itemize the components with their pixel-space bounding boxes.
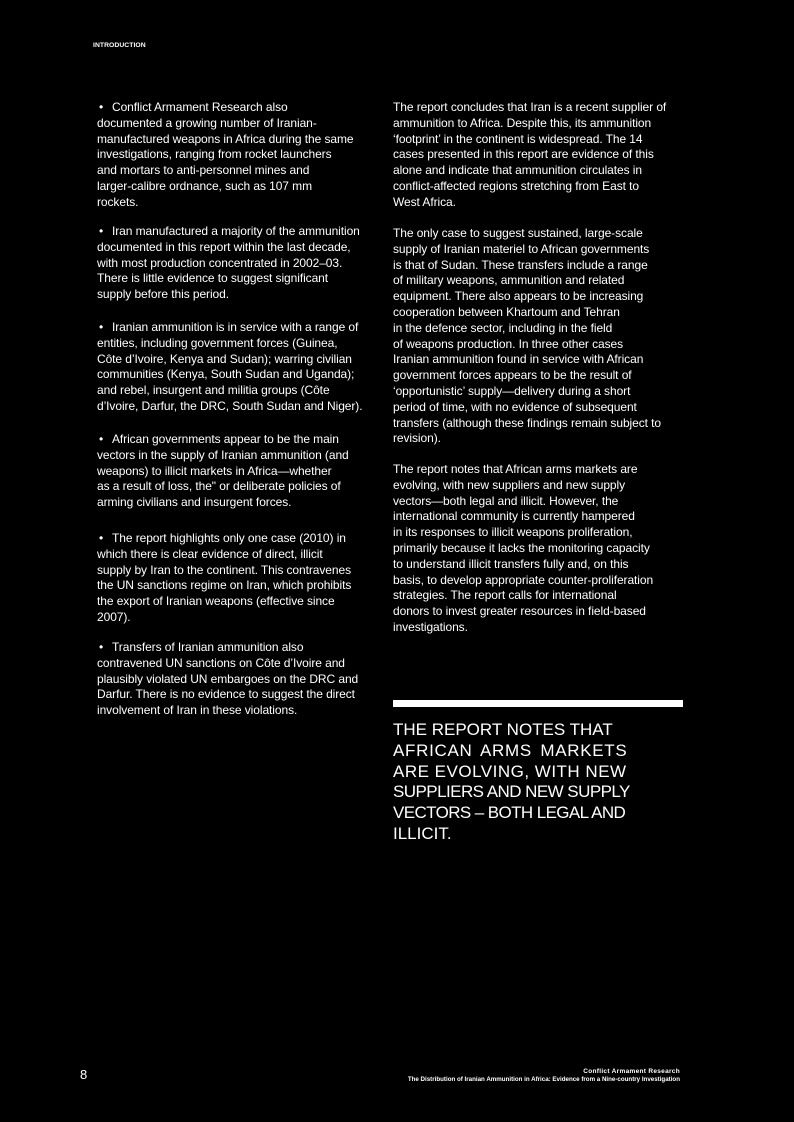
text-line: in its responses to illicit weapons proliferation, [393, 525, 633, 540]
text-line: primarily because it lacks the monitoring capacity [393, 540, 650, 555]
text-line: revision). [393, 431, 441, 446]
text-line: of military weapons, ammunition and related [393, 273, 625, 288]
text-line: The report notes that African arms markets are [393, 462, 638, 476]
text-line: documented in this report within the last decade, [97, 239, 351, 254]
bullet-text [97, 640, 377, 719]
text-line: of weapons production. In three other cases [393, 336, 624, 351]
page-number: 8 [80, 1067, 88, 1082]
bullet-text [97, 224, 377, 303]
bullet-icon [99, 531, 103, 547]
text-line: Iranian ammunition is in service with a range of [112, 320, 359, 334]
text-line: arming civilians and insurgent forces. [97, 495, 292, 510]
text-line: The report concludes that Iran is a recent supplier of [393, 100, 667, 114]
section-label: INTRODUCTION [93, 42, 146, 49]
text-line: and mortars to anti-personnel mines and [97, 163, 310, 178]
text-line: The report highlights only one case (2010) in [112, 531, 346, 545]
text-line: larger-calibre ordnance, such as 107 mm [97, 178, 312, 193]
text-line: involvement of Iran in these violations. [97, 703, 298, 718]
text-line: Côte d’Ivoire, Kenya and Sudan); warring civilian [97, 351, 352, 366]
bullet-text [97, 320, 377, 415]
pull-quote-line: ARE EVOLVING, WITH NEW [393, 761, 627, 781]
text-line: communities (Kenya, South Sudan and Uganda); [97, 367, 355, 382]
text-line: vectors in the supply of Iranian ammunition (and [97, 447, 349, 462]
bullet-item [97, 320, 377, 415]
text-line: donors to invest greater resources in field-based [393, 604, 646, 619]
bullet-item [97, 224, 377, 303]
text-line: Iranian ammunition found in service with African [393, 352, 644, 367]
text-line: investigations, ranging from rocket launchers [97, 147, 332, 162]
text-line: which there is clear evidence of direct, illicit [97, 546, 323, 561]
bullet-icon [99, 320, 103, 336]
text-line: is that of Sudan. These transfers include a range [393, 257, 648, 272]
body-paragraph [393, 226, 678, 447]
text-line: strategies. The report calls for international [393, 588, 617, 603]
text-line: conflict-affected regions stretching from East to [393, 178, 639, 193]
text-line: supply of Iranian materiel to African governments [393, 241, 650, 256]
pull-quote-line: AFRICAN ARMS MARKETS [393, 740, 628, 760]
text-line: cases presented in this report are evidence of this [393, 147, 654, 162]
text-line: Transfers of Iranian ammunition also [112, 640, 304, 654]
pull-quote-line: SUPPLIERS AND NEW SUPPLY [393, 782, 630, 802]
text-line: ‘footprint’ in the continent is widespread. The 14 [393, 131, 643, 146]
text-line: the export of Iranian weapons (effective since [97, 594, 335, 609]
text-line: with most production concentrated in 2002–03. [97, 255, 343, 270]
running-footer [408, 1068, 680, 1084]
pull-quote-rule [393, 700, 683, 707]
text-line: documented a growing number of Iranian- [97, 115, 317, 130]
text-line: cooperation between Khartoum and Tehran [393, 304, 620, 319]
text-line: the UN sanctions regime on Iran, which prohibits [97, 578, 352, 593]
text-line: evolving, with new suppliers and new supply [393, 477, 626, 492]
text-line: vectors—both legal and illicit. However, the [393, 493, 619, 508]
text-line: in the defence sector, including in the field [393, 320, 613, 335]
text-line: government forces appears to be the result of [393, 368, 632, 383]
text-line: and rebel, insurgent and militia groups (Côte [97, 383, 330, 398]
bullet-icon [99, 432, 103, 448]
text-line: weapons) to illicit markets in Africa—whether [97, 463, 332, 478]
text-line: contravened UN sanctions on Côte d’Ivoire and [97, 655, 345, 670]
text-line: entities, including government forces (Guinea, [97, 335, 338, 350]
text-line: Conflict Armament Research also [112, 100, 288, 114]
text-line: alone and indicate that ammunition circulates in [393, 163, 642, 178]
text-line: supply before this period. [97, 287, 230, 302]
bullet-item [97, 640, 377, 719]
bullet-icon [99, 100, 103, 116]
text-line: manufactured weapons in Africa during the same [97, 131, 354, 146]
bullet-text [97, 100, 377, 211]
text-line: plausibly violated UN embargoes on the DRC and [97, 671, 359, 686]
text-line: There is little evidence to suggest significant [97, 271, 329, 286]
text-line: African governments appear to be the main [112, 432, 339, 446]
footer-publication-title: The Distribution of Iranian Ammunition in Africa: Evidence from a Nine-country Investigation [407, 1076, 680, 1083]
text-line: to understand illicit transfers fully and, on this [393, 556, 629, 571]
bullet-text [97, 432, 377, 511]
footer-publisher: Conflict Armament Research [583, 1068, 680, 1075]
bullet-item [97, 531, 377, 626]
text-line: supply by Iran to the continent. This contravenes [97, 562, 352, 577]
text-line: equipment. There also appears to be increasing [393, 289, 644, 304]
bullet-icon [99, 640, 103, 656]
text-line: basis, to develop appropriate counter-proliferation [393, 572, 654, 587]
bullet-item [97, 432, 377, 511]
text-line: d’Ivoire, Darfur, the DRC, South Sudan and Niger). [97, 398, 363, 413]
text-line: The only case to suggest sustained, large-scale [393, 226, 643, 240]
text-line: West Africa. [393, 194, 456, 209]
text-line: as a result of loss, the" or deliberate policies of [97, 479, 341, 494]
bullet-item [97, 100, 377, 211]
text-line: period of time, with no evidence of subsequent [393, 399, 637, 414]
body-paragraph [393, 100, 678, 211]
text-line: transfers (although these findings remain subject to [393, 415, 661, 430]
body-paragraph [393, 462, 678, 636]
text-line: 2007). [97, 609, 131, 624]
text-line: investigations. [393, 619, 468, 634]
bullet-icon [99, 224, 103, 240]
pull-quote-line: ILLICIT. [393, 823, 452, 843]
text-line: rockets. [97, 194, 139, 209]
text-line: international community is currently hampered [393, 509, 635, 524]
pull-quote [393, 720, 630, 845]
text-line: ‘opportunistic’ supply—delivery during a short [393, 383, 631, 398]
text-line: Darfur. There is no evidence to suggest the direct [97, 687, 355, 702]
text-line: ammunition to Africa. Despite this, its ammunition [393, 115, 652, 130]
text-line: Iran manufactured a majority of the ammunition [112, 224, 360, 238]
pull-quote-line: VECTORS – BOTH LEGAL AND [393, 803, 626, 823]
pull-quote-line: THE REPORT NOTES THAT [393, 720, 613, 739]
bullet-text [97, 531, 377, 626]
